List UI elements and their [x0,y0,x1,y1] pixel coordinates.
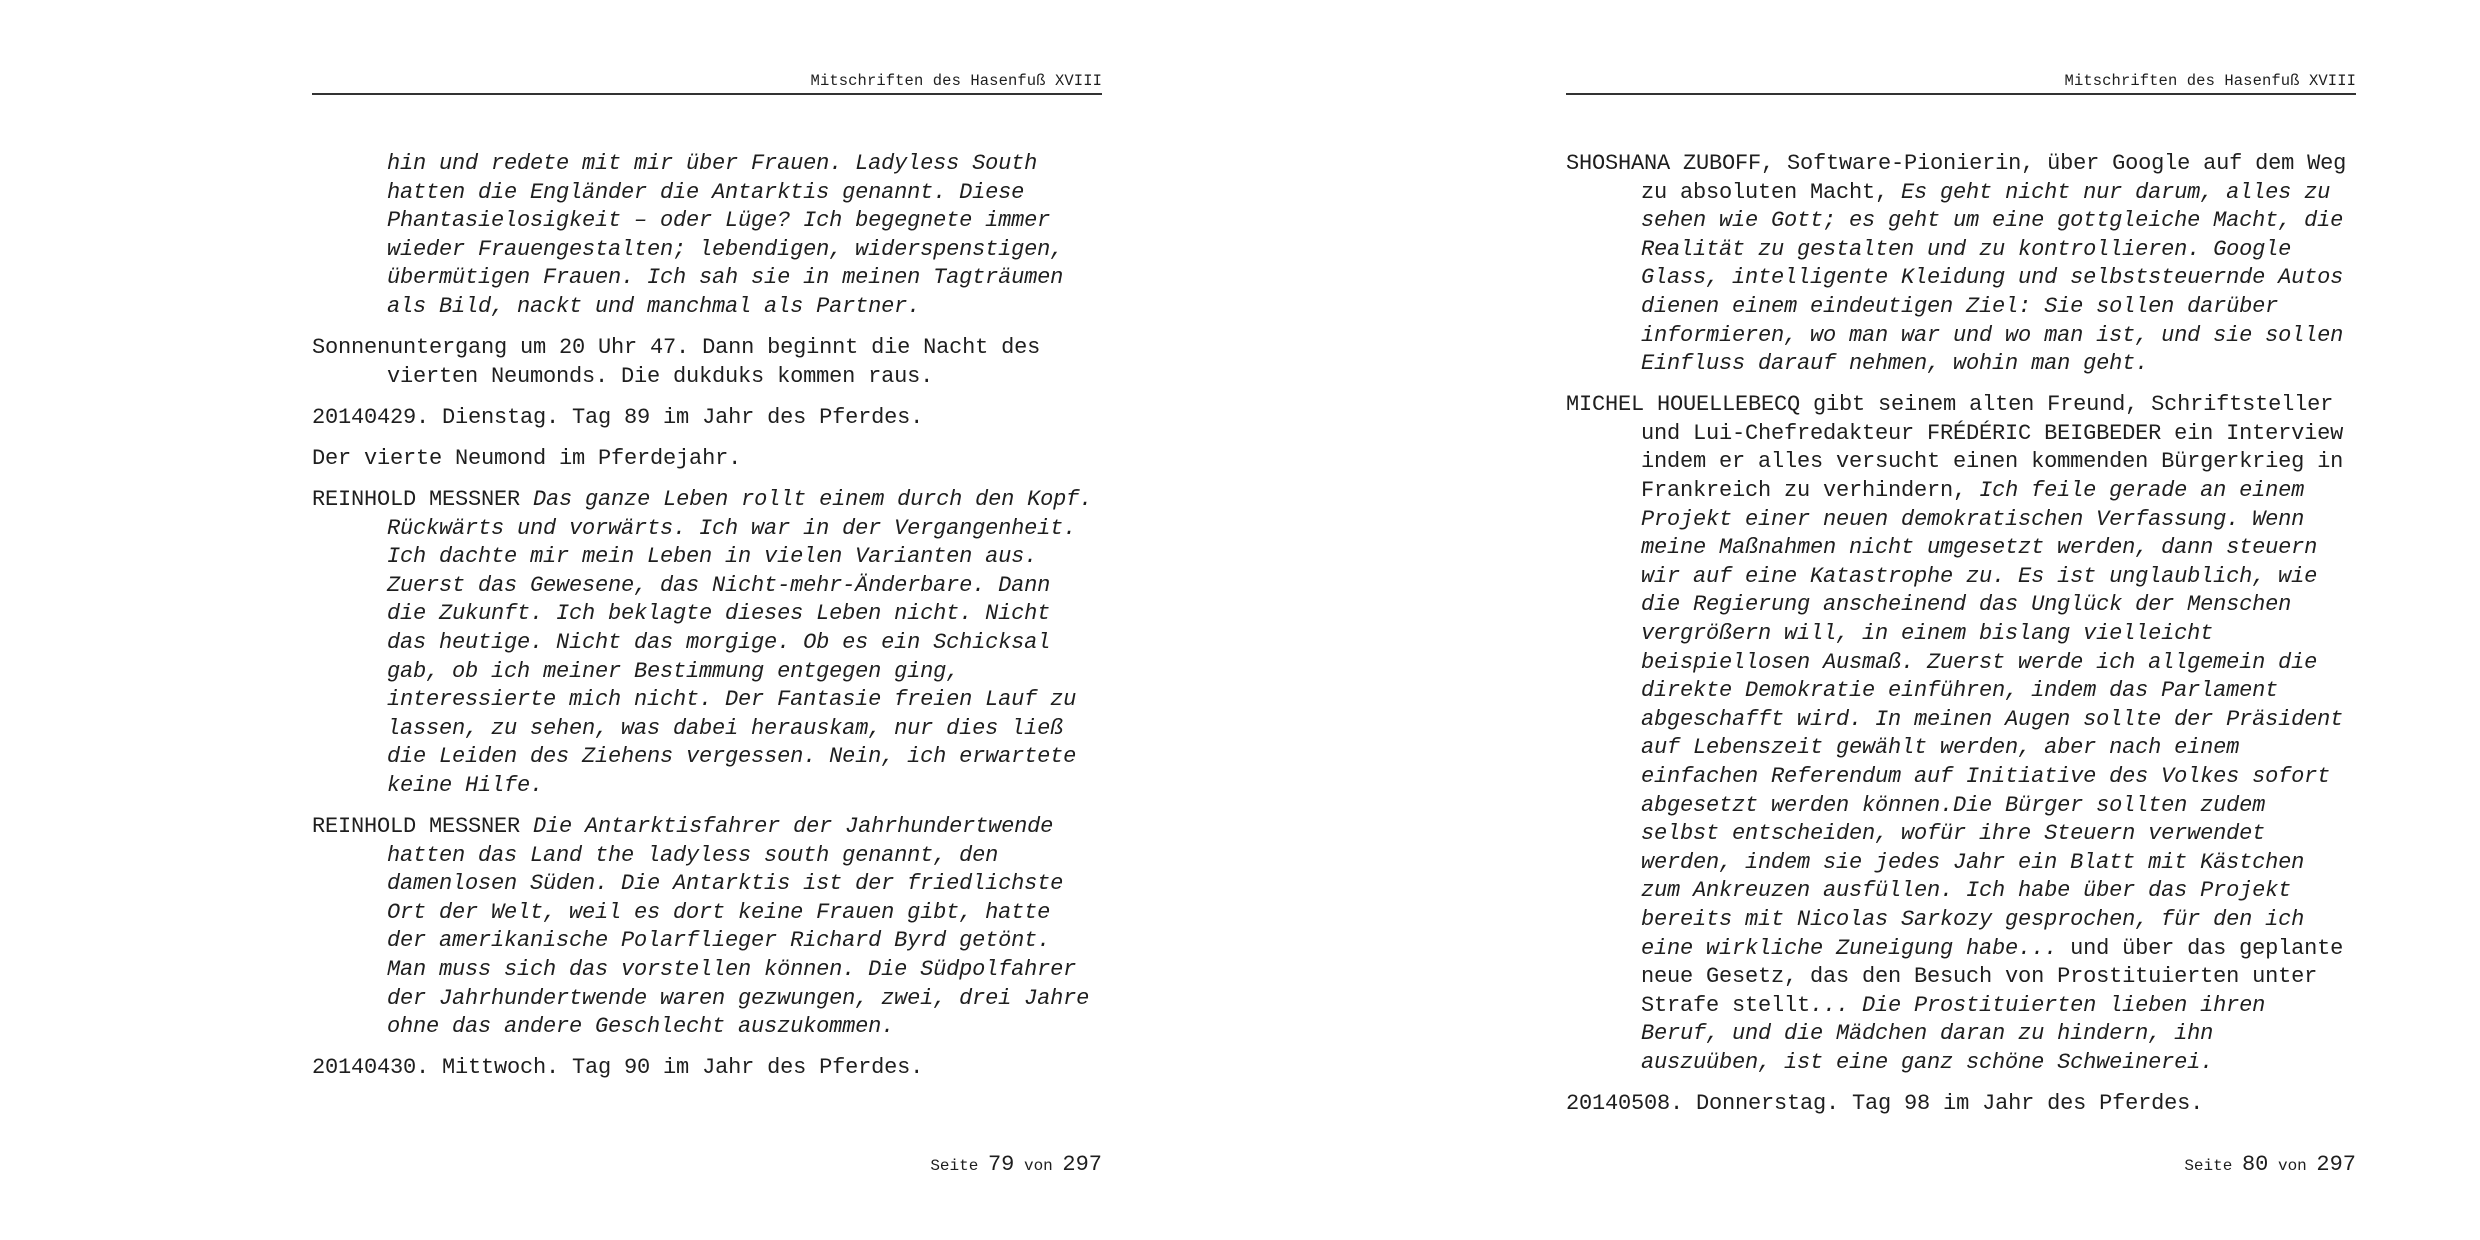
italic-text-run: als Bild, nackt und manchmal als Partner. [387,293,921,319]
page-body [312,150,1102,1095]
text-line [1641,792,2356,821]
text-run: zu absoluten Macht, [1641,179,1902,205]
text-run: und Lui-Chefredakteur FRÉDÉRIC BEIGBEDER ein Interview [1641,420,2344,446]
italic-text-run: Es geht nicht nur darum, alles zu [1901,179,2331,205]
text-line [387,985,1102,1014]
paragraph [312,150,1102,322]
italic-text-run: keine Hilfe. [387,772,544,798]
text-run: Der vierte Neumond im Pferdejahr. [312,445,742,471]
italic-text-run: auszuüben, ist eine ganz schöne Schweinerei. [1641,1049,2214,1075]
italic-text-run: lassen, zu sehen, was dabei herauskam, nur dies ließ [387,715,1064,741]
text-run: REINHOLD MESSNER [312,486,534,512]
text-line [1641,1049,2356,1078]
italic-text-run: hatten die Engländer die Antarktis genannt. Diese [387,179,1025,205]
italic-text-run: der amerikanische Polarflieger Richard Byrd getönt. [387,928,1051,954]
italic-text-run: die Leiden des Ziehens vergessen. Nein, ich erwartete [387,744,1077,770]
text-line [387,629,1102,658]
page-total: 297 [2316,1152,2356,1177]
footer-prefix: Seite [930,1157,979,1175]
text-line [387,870,1102,899]
italic-text-run: zum Ankreuzen ausfüllen. Ich habe über das Projekt [1641,878,2292,904]
text-line [387,715,1102,744]
text-run: REINHOLD MESSNER [312,813,534,839]
text-line [387,515,1102,544]
italic-text-run: meine Maßnahmen nicht umgesetzt werden, dann steuern [1641,535,2318,561]
text-line [387,600,1102,629]
text-line [387,179,1102,208]
text-run: 20140430. Mittwoch. Tag 90 im Jahr des Pferdes. [312,1055,924,1081]
text-line [1566,391,2356,420]
paragraph [312,404,1102,433]
text-line [312,486,1102,515]
text-run: MICHEL HOUELLEBECQ gibt seinem alten Freund, Schriftsteller [1566,392,2334,418]
right-page [1566,0,2356,1240]
text-line [1566,1090,2356,1119]
footer-separator: von [2277,1157,2307,1175]
text-line [387,772,1102,801]
text-line [1641,448,2356,477]
italic-text-run: bereits mit Nicolas Sarkozy gesprochen, für den ich [1641,906,2305,932]
text-line [312,1054,1102,1083]
text-run: Sonnenuntergang um 20 Uhr 47. Dann beginnt die Nacht des [312,335,1041,361]
text-line [387,236,1102,265]
paragraph [1566,391,2356,1077]
running-header: Mitschriften des Hasenfuß XVIII [1566,72,2356,95]
text-line [387,842,1102,871]
italic-text-run: die Zukunft. Ich beklagte dieses Leben nicht. Nicht [387,601,1051,627]
text-run: Frankreich zu verhindern, [1641,478,1980,504]
text-line [1641,534,2356,563]
italic-text-run: das heutige. Nicht das morgige. Ob es ein Schicksal [387,629,1051,655]
left-page [312,0,1102,1240]
paragraph [312,445,1102,474]
page-footer [930,1153,1102,1178]
text-line [1641,1020,2356,1049]
italic-text-run: direkte Demokratie einführen, indem das Parlament [1641,678,2279,704]
page-total: 297 [1062,1152,1102,1177]
italic-text-run: vergrößern will, in einem bislang vielleicht [1641,621,2214,646]
italic-text-run: damenlosen Süden. Die Antarktis ist der friedlichste [387,871,1064,897]
italic-text-run: wir auf eine Katastrophe zu. Es ist unglaublich, wie [1641,563,2318,589]
italic-text-run: Einfluss darauf nehmen, wohin man geht. [1641,351,2149,377]
text-line [1641,563,2356,592]
paragraph [312,486,1102,801]
text-line [312,445,1102,474]
italic-text-run: dienen einem eindeutigen Ziel: Sie sollen darüber [1641,293,2279,319]
text-line [387,207,1102,236]
text-line [1641,620,2356,649]
text-line [387,293,1102,322]
italic-text-run: Ich dachte mir mein Leben in vielen Varianten aus. [387,544,1038,570]
page-body [1566,150,2356,1131]
italic-text-run: Man muss sich das vorstellen können. Die Südpolfahrer [387,956,1077,982]
text-run: neue Gesetz, das den Besuch von Prostituierten unter [1641,964,2318,990]
text-line [1641,820,2356,849]
italic-text-run: Zuerst das Gewesene, das Nicht-mehr-Änderbare. Dann [387,572,1051,598]
text-line [387,363,1102,392]
paragraph [1566,1090,2356,1119]
text-line [1641,706,2356,735]
text-line [1566,150,2356,179]
text-line [1641,179,2356,208]
italic-text-run: Ich feile gerade an einem [1979,478,2305,504]
italic-text-run: abgesetzt werden können.Die Bürger sollten zudem [1641,792,2266,818]
text-line [1641,207,2356,236]
page-footer [2184,1153,2356,1178]
italic-text-run: Die Antarktisfahrer der Jahrhundertwende [533,813,1054,839]
italic-text-run: informieren, wo man war und wo man ist, und sie sollen [1641,322,2344,348]
italic-text-run: die Regierung anscheinend das Unglück der Menschen [1641,592,2292,618]
text-run: 20140429. Dienstag. Tag 89 im Jahr des Pferdes. [312,404,924,430]
text-line [1641,506,2356,535]
italic-text-run: Ort der Welt, weil es dort keine Frauen gibt, hatte [387,899,1051,925]
paragraph [312,813,1102,1042]
italic-text-run: ohne das andere Geschlecht auszukommen. [387,1014,895,1040]
text-line [387,543,1102,572]
text-run: 20140508. Donnerstag. Tag 98 im Jahr des Pferdes. [1566,1091,2204,1116]
text-line [1641,322,2356,351]
footer-separator: von [1023,1157,1053,1175]
text-line [387,1013,1102,1042]
text-line [387,743,1102,772]
italic-text-run: beispiellosen Ausmaß. Zuerst werde ich allgemein die [1641,649,2318,675]
text-line [1641,877,2356,906]
text-line [1641,350,2356,379]
italic-text-run: eine wirkliche Zuneigung habe... [1641,935,2058,961]
text-line [387,658,1102,687]
text-line [1641,293,2356,322]
footer-prefix: Seite [2184,1157,2233,1175]
running-header: Mitschriften des Hasenfuß XVIII [312,72,1102,95]
italic-text-run: Das ganze Leben rollt einem durch den Kopf. [533,486,1093,512]
text-line [1641,734,2356,763]
italic-text-run: Rückwärts und vorwärts. Ich war in der Vergangenheit. [387,515,1077,541]
text-run: Strafe stellt [1641,992,1811,1018]
text-line [1641,992,2356,1021]
text-line [1641,420,2356,449]
text-line [1641,763,2356,792]
page-number: 80 [2241,1152,2269,1177]
text-line [312,404,1102,433]
text-line [312,334,1102,363]
text-run: SHOSHANA ZUBOFF, Software-Pionierin, über Google auf dem Weg [1566,151,2347,176]
italic-text-run: hin und redete mit mir über Frauen. Ladyless South [387,151,1038,176]
italic-text-run: Beruf, und die Mädchen daran zu hindern, ihn [1641,1021,2214,1047]
italic-text-run: werden, indem sie jedes Jahr ein Blatt mit Kästchen [1641,849,2305,875]
text-line [387,899,1102,928]
italic-text-run: Projekt einer neuen demokratischen Verfassung. Wenn [1641,506,2305,532]
italic-text-run: auf Lebenszeit gewählt werden, aber nach einem [1641,735,2240,761]
italic-text-run: sehen wie Gott; es geht um eine gottgleiche Macht, die [1641,208,2344,234]
text-line [1641,591,2356,620]
italic-text-run: ... Die Prostituierten lieben ihren [1810,992,2266,1018]
italic-text-run: wieder Frauengestalten; lebendigen, widerspenstigen, [387,236,1064,262]
text-line [387,572,1102,601]
paragraph [1566,150,2356,379]
italic-text-run: Realität zu gestalten und zu kontrollieren. Google [1641,236,2292,262]
italic-text-run: einfachen Referendum auf Initiative des Volkes sofort [1641,763,2331,789]
italic-text-run: der Jahrhundertwende waren gezwungen, zwei, drei Jahre [387,985,1090,1011]
text-line [387,150,1102,179]
text-line [1641,477,2356,506]
italic-text-run: interessierte mich nicht. Der Fantasie freien Lauf zu [387,687,1077,713]
italic-text-run: Glass, intelligente Kleidung und selbststeuernde Autos [1641,265,2344,291]
text-line [1641,935,2356,964]
text-line [1641,963,2356,992]
italic-text-run: hatten das Land the ladyless south genannt, den [387,842,999,868]
italic-text-run: Phantasielosigkeit – oder Lüge? Ich begegnete immer [387,208,1051,234]
page-number: 79 [987,1152,1015,1177]
italic-text-run: selbst entscheiden, wofür ihre Steuern verwendet [1641,821,2266,847]
italic-text-run: gab, ob ich meiner Bestimmung entgegen ging, [387,658,960,684]
text-line [387,956,1102,985]
italic-text-run: übermütigen Frauen. Ich sah sie in meinen Tagträumen [387,265,1064,291]
text-line [387,927,1102,956]
text-line [1641,649,2356,678]
text-run: und über das geplante [2057,935,2344,961]
text-line [1641,906,2356,935]
text-run: vierten Neumonds. Die dukduks kommen raus. [387,363,934,389]
text-line [1641,236,2356,265]
italic-text-run: abgeschafft wird. In meinen Augen sollte der Präsident [1641,706,2344,732]
paragraph [312,1054,1102,1083]
text-line [1641,677,2356,706]
text-line [387,686,1102,715]
paragraph [312,334,1102,391]
text-run: indem er alles versucht einen kommenden Bürgerkrieg in [1641,449,2344,475]
text-line [1641,849,2356,878]
text-line [312,813,1102,842]
text-line [1641,264,2356,293]
text-line [387,264,1102,293]
